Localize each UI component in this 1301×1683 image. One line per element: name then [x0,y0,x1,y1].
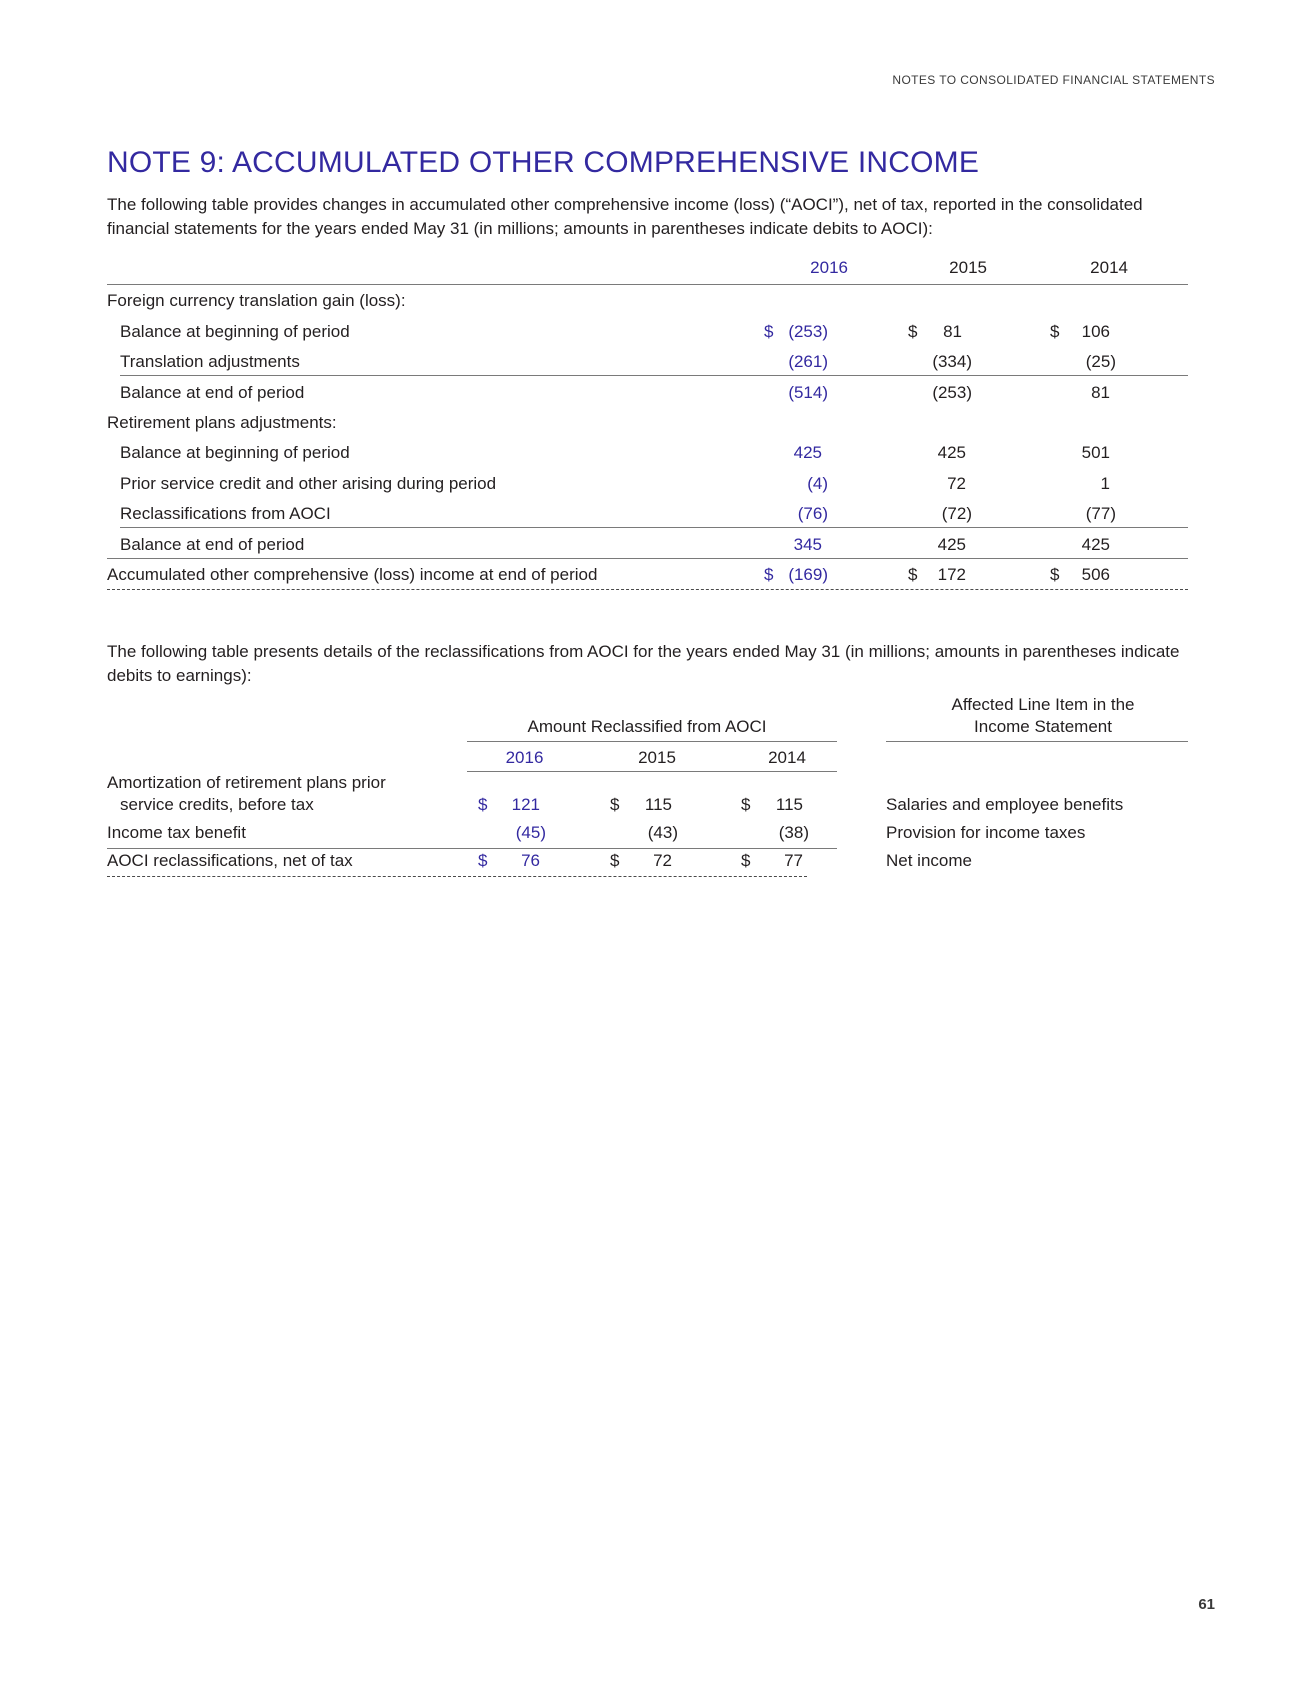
row-label: Reclassifications from AOCI [120,504,331,524]
table-row [107,467,1188,497]
value-2015: 72 [653,851,672,870]
value-2016: 345 [793,534,822,554]
dollar-sign: $ [478,795,488,814]
dollar-sign: $ [741,851,751,870]
affected-header-line-1: Affected Line Item in the [951,695,1135,714]
dollar-sign: $ [908,321,918,341]
value-2015: 72 [947,473,966,493]
group-header-rule [467,741,837,742]
value-2016: 121 [511,795,540,814]
value-2014: 1 [1100,473,1110,493]
row-label: Balance at end of period [120,382,305,402]
dollar-sign: $ [741,795,751,814]
affected-line-item: Net income [886,851,972,870]
value-2014: 77 [784,851,803,870]
value-2015: 425 [937,534,966,554]
value-2014: 425 [1081,534,1110,554]
row-label: Accumulated other comprehensive (loss) income at end of period [107,564,598,584]
row-label: AOCI reclassifications, net of tax [107,851,353,870]
aoci-reclassifications-table [107,695,1188,885]
row-label: Balance at beginning of period [120,321,350,341]
table-row [107,346,1188,376]
value-2014: 81 [1091,382,1110,402]
note-title: NOTE 9: ACCUMULATED OTHER COMPREHENSIVE INCOME [107,146,980,179]
year-header-rule [467,771,837,772]
table-row [107,528,1188,558]
intro-paragraph-2: The following table presents details of the reclassifications from AOCI for the years ended May 31 (in millions; amounts in parentheses indicate debits to earnings): [107,642,1180,685]
value-2015: (334) [932,352,972,372]
value-2016: (76) [797,504,828,524]
row-label: Income tax benefit [107,823,246,842]
table-row [107,315,1188,345]
value-2015: (72) [941,504,972,524]
value-2016: (45) [515,823,546,842]
value-2015: (43) [647,823,678,842]
row-label: Translation adjustments [120,352,300,372]
value-2014: (25) [1085,352,1116,372]
value-2016: (514) [788,382,828,402]
value-2014: (77) [1085,504,1116,524]
aoci-changes-table [107,256,1188,590]
section-heading: Foreign currency translation gain (loss): [107,291,406,311]
table-row [107,437,1188,467]
row-label: Balance at beginning of period [120,443,350,463]
affected-line-item: Provision for income taxes [886,823,1086,842]
table-header-row [107,256,1188,285]
group-header: Amount Reclassified from AOCI [527,717,767,736]
row-label: Amortization of retirement plans prior [107,773,386,792]
table-row [107,376,1188,406]
intro-paragraph-1: The following table provides changes in accumulated other comprehensive income (loss) (“AOCI”), net of tax, reported in the consolidated financial statements for the years ended May 31 (in millions; amounts in parentheses indicate debits to AOCI): [107,195,1143,238]
affected-header-line-2: Income Statement [974,717,1112,736]
value-2014: 506 [1081,564,1110,584]
year-header-2014: 2014 [768,748,806,767]
value-2015: 172 [937,564,966,584]
dollar-sign: $ [610,795,620,814]
value-2015: 81 [943,321,962,341]
value-2015: (253) [932,382,972,402]
total-rule [107,876,807,877]
value-2016: 425 [793,443,822,463]
value-2015: 115 [644,795,672,814]
row-label: Prior service credit and other arising during period [120,473,497,493]
row-label-continued: service credits, before tax [120,795,314,814]
value-2014: 115 [775,795,803,814]
dollar-sign: $ [1050,321,1060,341]
value-2016: 76 [521,851,540,870]
year-header-2014: 2014 [1090,258,1128,277]
page-number: 61 [1198,1596,1215,1613]
value-2014: (38) [778,823,809,842]
dollar-sign: $ [610,851,620,870]
value-2016: (4) [807,473,828,493]
dollar-sign: $ [1050,564,1060,584]
table-row [107,498,1188,528]
value-2015: 425 [937,443,966,463]
year-header-2015: 2015 [638,748,676,767]
dollar-sign: $ [478,851,488,870]
dollar-sign: $ [908,564,918,584]
table-row [107,407,1188,437]
affected-header-rule [886,741,1188,742]
value-2016: (261) [788,352,828,372]
subtotal-rule [107,848,837,849]
total-row [107,559,1188,590]
table-row [107,285,1188,315]
affected-line-item: Salaries and employee benefits [886,795,1124,814]
value-2014: 501 [1081,443,1110,463]
running-head: NOTES TO CONSOLIDATED FINANCIAL STATEMENTS [892,73,1215,87]
dollar-sign: $ [764,564,774,584]
year-header-2016: 2016 [810,258,848,277]
dollar-sign: $ [764,321,774,341]
section-heading: Retirement plans adjustments: [107,412,337,432]
value-2014: 106 [1081,321,1110,341]
value-2016: (253) [788,321,828,341]
year-header-2016: 2016 [505,748,544,767]
year-header-2015: 2015 [949,258,987,277]
value-2016: (169) [788,564,828,584]
row-label: Balance at end of period [120,534,305,554]
